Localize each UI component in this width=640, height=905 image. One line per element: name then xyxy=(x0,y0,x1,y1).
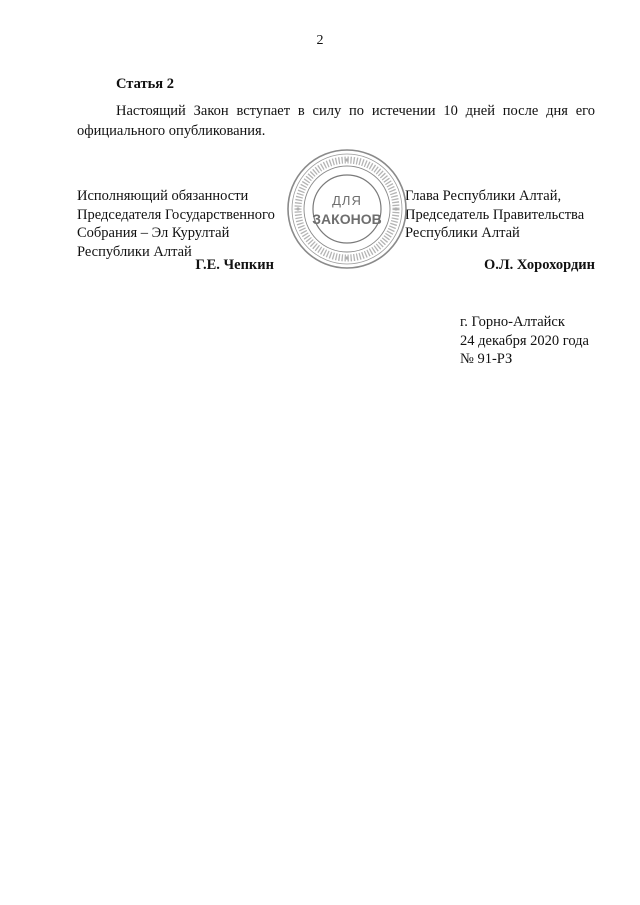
signer-left-line: Председателя Государственного xyxy=(77,206,275,223)
signer-left-line: Собрания – Эл Курултай xyxy=(77,225,230,241)
page-number: 2 xyxy=(316,33,324,48)
signer-right-line: Председатель Правительства xyxy=(405,206,585,223)
signer-left-title xyxy=(77,187,292,261)
city: г. Горно-Алтайск xyxy=(460,314,565,330)
law-number: № 91-РЗ xyxy=(460,351,513,367)
signer-right-name: О.Л. Хорохордин xyxy=(483,257,595,273)
date: 24 декабря 2020 года xyxy=(460,332,589,349)
stamp-text-top: ДЛЯ xyxy=(332,193,362,208)
seal-stamp xyxy=(285,147,409,271)
signer-left-line: Республики Алтай xyxy=(77,243,192,260)
stamp-text-bottom: ЗАКОНОВ xyxy=(312,211,382,227)
signer-left-line: Исполняющий обязанности xyxy=(77,188,249,204)
article-heading: Статья 2 xyxy=(116,76,174,92)
signer-left-name: Г.Е. Чепкин xyxy=(195,257,274,273)
signer-right-line: Глава Республики Алтай, xyxy=(405,188,562,204)
place-date-block xyxy=(460,313,589,369)
signer-right-title xyxy=(405,187,605,243)
signer-right-line: Республики Алтай xyxy=(405,225,520,241)
article-body: Настоящий Закон вступает в силу по истечении 10 дней после дня его официального опубликования. xyxy=(77,103,595,139)
